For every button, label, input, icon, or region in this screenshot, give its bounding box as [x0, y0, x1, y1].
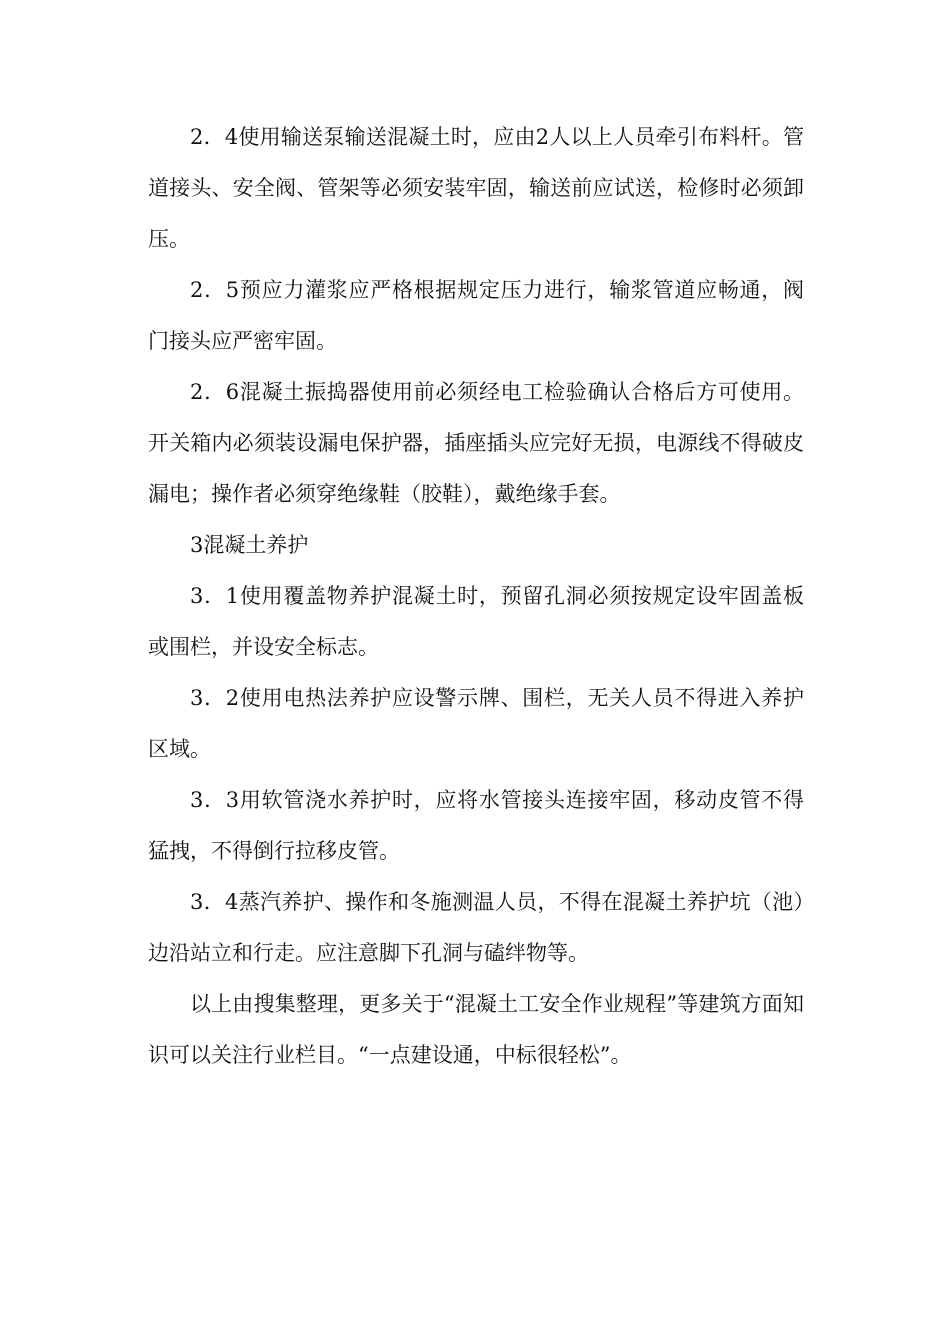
- paragraph-2-6: 2．6混凝土振捣器使用前必须经电工检验确认合格后方可使用。开关箱内必须装设漏电保护器，插座插头应完好无损，电源线不得破皮漏电；操作者必须穿绝缘鞋（胶鞋），戴绝缘手套。: [148, 380, 804, 506]
- document-body: [148, 112, 804, 1081]
- paragraph-3-2: 3．2使用电热法养护应设警示牌、围栏，无关人员不得进入养护区域。: [148, 686, 804, 761]
- paragraph-2-5: 2．5预应力灌浆应严格根据规定压力进行，输浆管道应畅通，阀门接头应严密牢固。: [148, 278, 804, 353]
- closing-paragraph: 以上由搜集整理，更多关于“混凝土工安全作业规程”等建筑方面知识可以关注行业栏目。“一点建设通，中标很轻松”。: [148, 992, 804, 1067]
- paragraph-3-1: 3．1使用覆盖物养护混凝土时，预留孔洞必须按规定设牢固盖板或围栏，并设安全标志。: [148, 584, 804, 659]
- paragraph-3-3: 3．3用软管浇水养护时，应将水管接头连接牢固，移动皮管不得猛拽，不得倒行拉移皮管。: [148, 788, 804, 863]
- paragraph-2-4: 2．4使用输送泵输送混凝土时，应由2人以上人员牵引布料杆。管道接头、安全阀、管架等必须安装牢固，输送前应试送，检修时必须卸压。: [148, 125, 804, 251]
- paragraph-3-4: 3．4蒸汽养护、操作和冬施测温人员，不得在混凝土养护坑（池）边沿站立和行走。应注意脚下孔洞与磕绊物等。: [148, 890, 804, 965]
- section-heading-3: 3混凝土养护: [190, 533, 309, 557]
